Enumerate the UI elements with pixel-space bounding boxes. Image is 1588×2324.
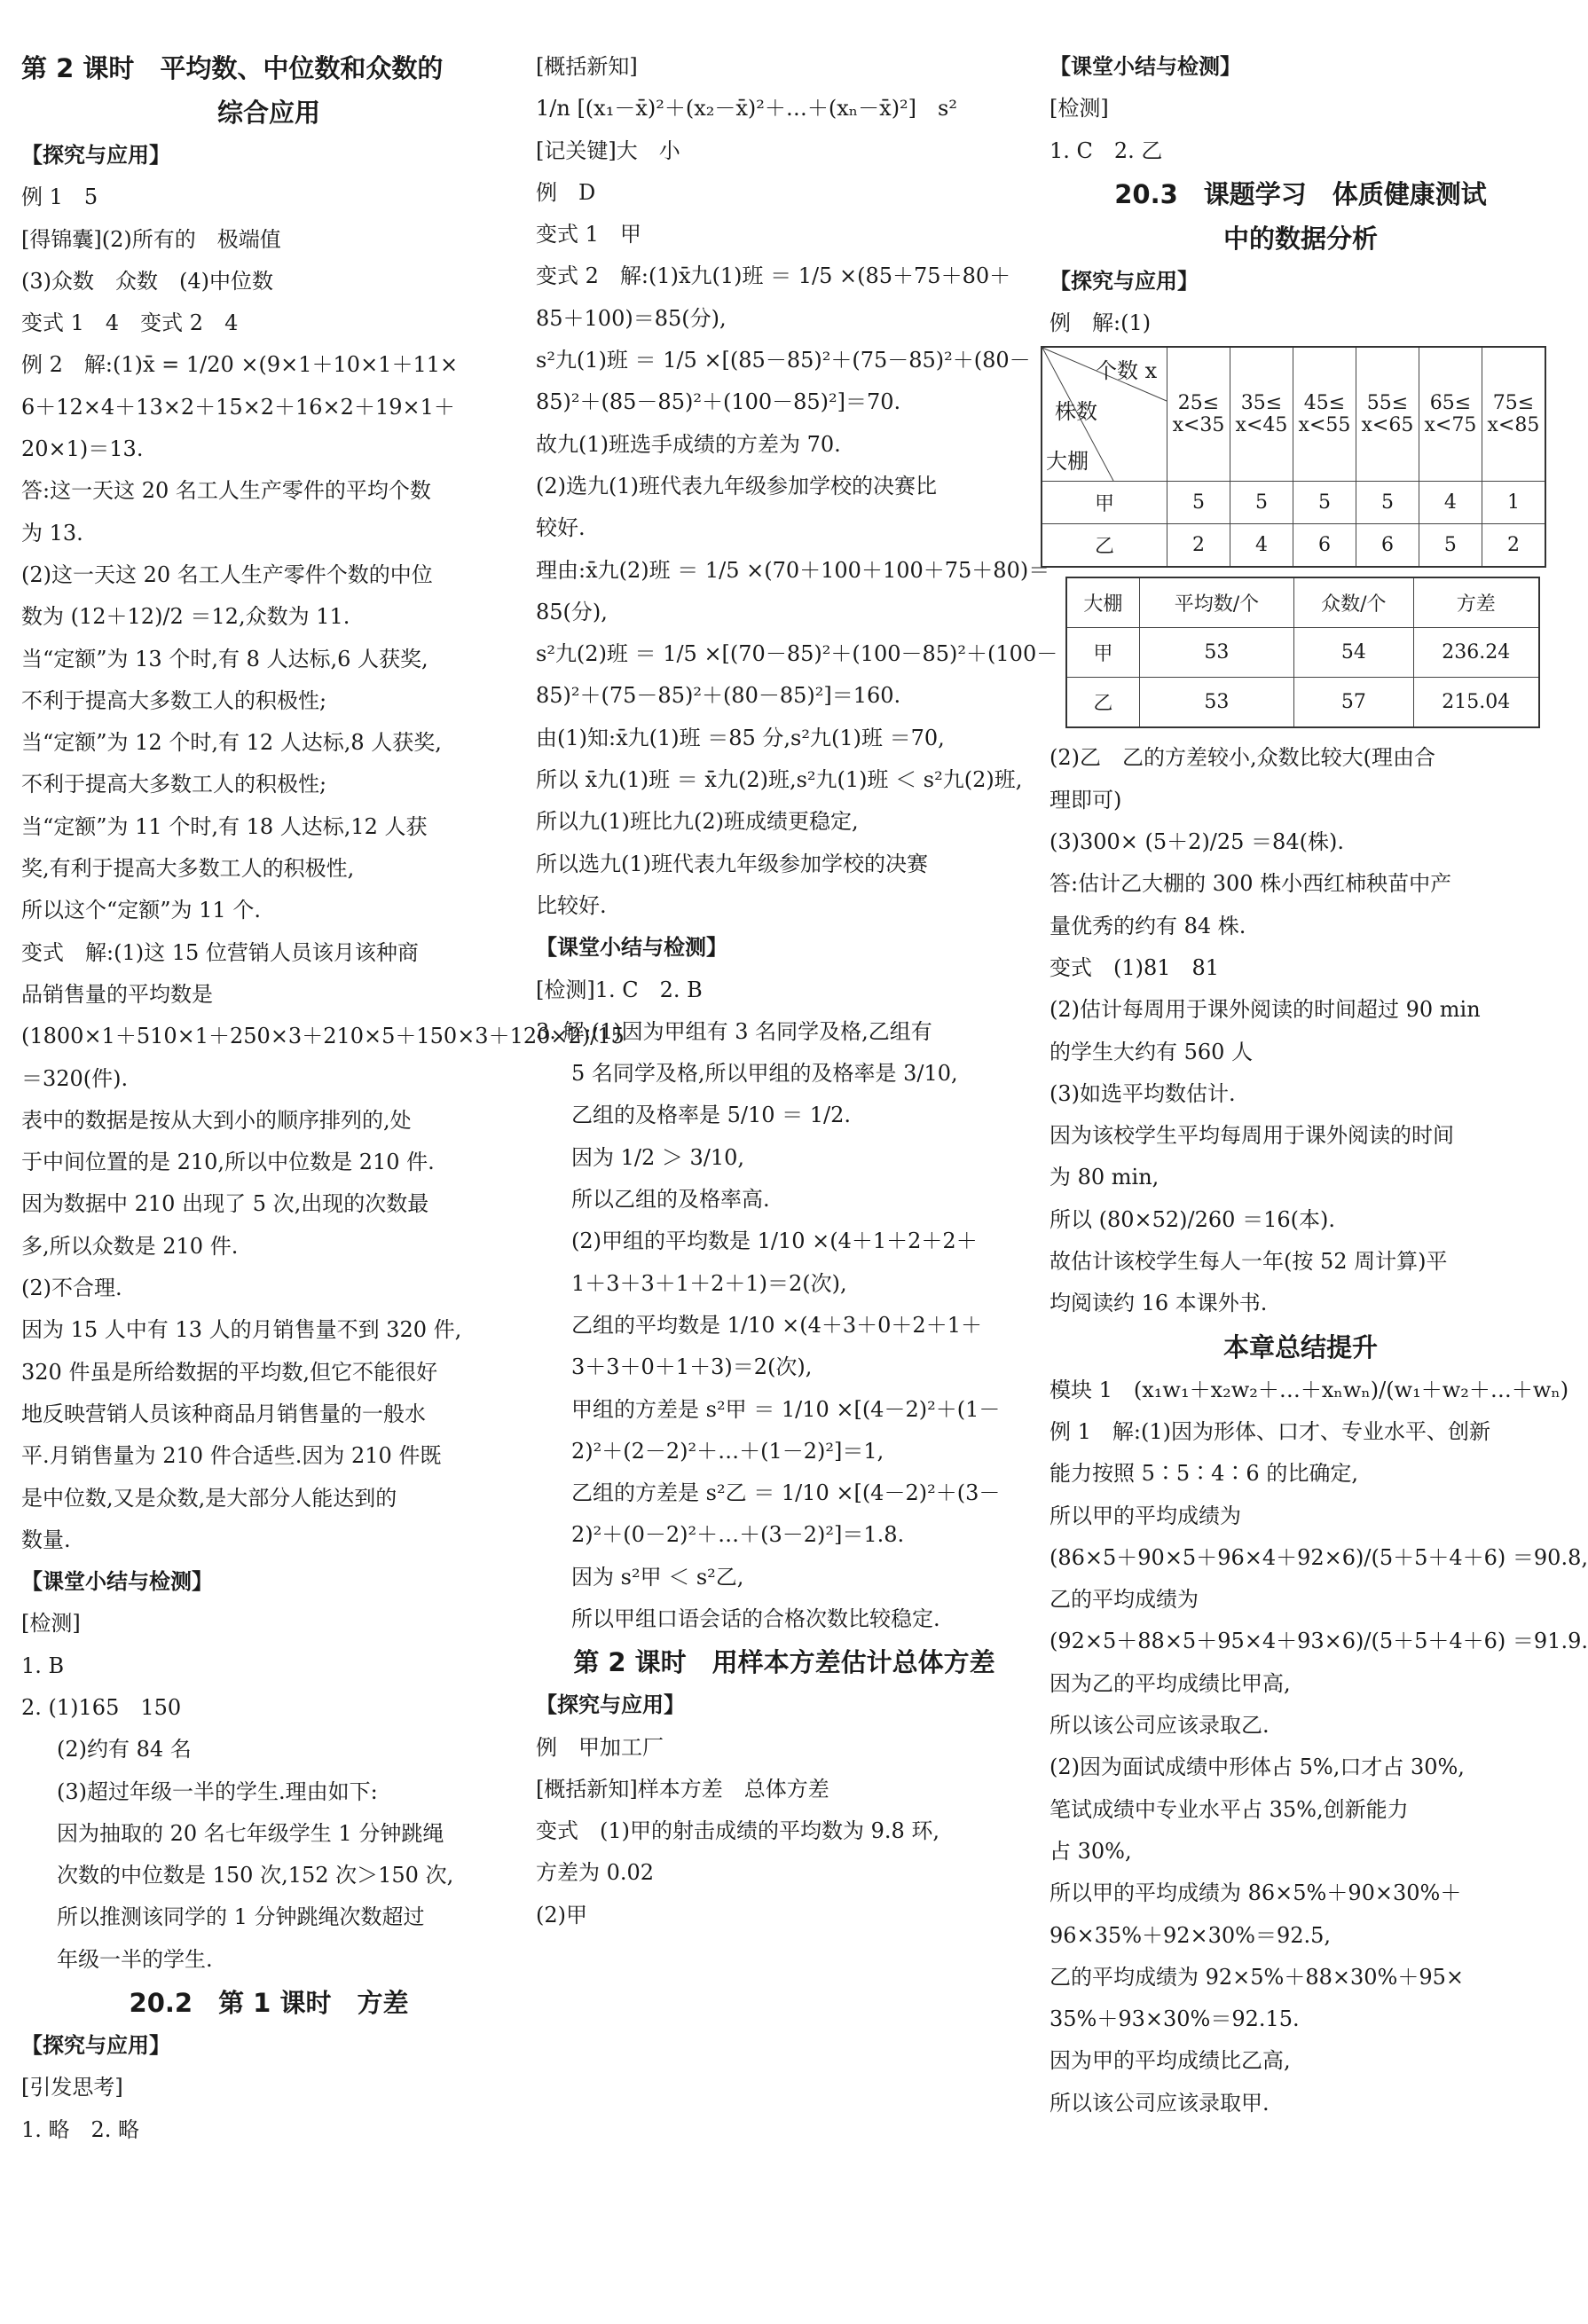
column-header: 方差 <box>1413 577 1539 628</box>
text-line: 因为 s²甲 ＜ s²乙, <box>571 1564 744 1590</box>
range-lower: 45≤ <box>1303 392 1346 415</box>
table-cell: 5 <box>1293 482 1356 524</box>
text-line: (2)这一天这 20 名工人生产零件个数的中位 <box>21 561 433 587</box>
text-line: 3. 解:(1)因为甲组有 3 名同学及格,乙组有 <box>536 1018 932 1044</box>
range-lower: 25≤ <box>1177 392 1220 415</box>
range-header <box>1419 347 1482 482</box>
text-line: 例 甲加工厂 <box>536 1734 664 1760</box>
text-line: 乙组的及格率是 5/10 ＝ 1/2. <box>571 1103 852 1128</box>
text-line: 变式 (1)81 81 <box>1049 954 1220 980</box>
text-line: (2)不合理. <box>21 1276 122 1301</box>
text-line: 模块 1 (x₁w₁＋x₂w₂＋…＋xₙwₙ)/(w₁＋w₂＋…＋wₙ) <box>1049 1377 1569 1402</box>
text-line: 1. 略 2. 略 <box>21 2116 140 2142</box>
text-line: 6＋12×4＋13×2＋15×2＋16×2＋19×1＋ <box>21 394 455 420</box>
text-line: (2)因为面试成绩中形体占 5%,口才占 30%, <box>1049 1755 1465 1780</box>
range-header <box>1230 347 1293 482</box>
text-line: 因为甲的平均成绩比乙高, <box>1049 2048 1291 2074</box>
text-line: 5 名同学及格,所以甲组的及格率是 3/10, <box>571 1061 958 1087</box>
text-line: 85(分), <box>536 599 608 624</box>
table-cell: 1 <box>1482 482 1545 524</box>
table-cell: 2 <box>1167 524 1230 568</box>
text-line: 不利于提高大多数工人的积极性; <box>21 687 327 713</box>
table-row <box>1042 482 1545 524</box>
text-line: 当“定额”为 11 个时,有 18 人达标,12 人获 <box>21 813 428 839</box>
table-row <box>1042 524 1545 568</box>
text-line: 2)²＋(2－2)²＋…＋(1－2)²]＝1, <box>571 1438 884 1464</box>
corner-label-bottom: 大棚 <box>1046 449 1089 475</box>
text-line: (1800×1＋510×1＋250×3＋210×5＋150×3＋120×2)/15 <box>21 1024 625 1049</box>
table-cell: 2 <box>1482 524 1545 568</box>
text-line: 所以 (80×52)/260 ＝16(本). <box>1049 1206 1335 1232</box>
text-line: 所以该公司应该录取甲. <box>1049 2090 1270 2116</box>
text-line: 所以乙组的及格率高. <box>571 1187 770 1213</box>
text-line: s²九(1)班 ＝ 1/5 ×[(85－85)²＋(75－85)²＋(80－ <box>536 348 1031 373</box>
text-line: 因为该校学生平均每周用于课外阅读的时间 <box>1049 1123 1454 1149</box>
text-line: 甲组的方差是 s²甲 ＝ 1/10 ×[(4－2)²＋(1－ <box>571 1396 1001 1422</box>
table-cell: 4 <box>1419 482 1482 524</box>
column-header: 平均数/个 <box>1139 577 1293 628</box>
table-cell: 6 <box>1293 524 1356 568</box>
text-line: 占 30%, <box>1049 1838 1132 1864</box>
text-line: 96×35%＋92×30%＝92.5, <box>1049 1922 1332 1948</box>
range-lower: 75≤ <box>1492 392 1535 415</box>
text-line: [概括新知] <box>536 54 638 79</box>
table-cell: 乙 <box>1066 678 1139 728</box>
text-line: ＝320(件). <box>21 1065 129 1091</box>
table-cell: 6 <box>1356 524 1419 568</box>
table-cell: 5 <box>1230 482 1293 524</box>
text-line: 乙组的方差是 s²乙 ＝ 1/10 ×[(4－2)²＋(3－ <box>571 1480 1001 1506</box>
text-line: (2)甲 <box>536 1902 587 1928</box>
range-lower: 55≤ <box>1366 392 1409 415</box>
text-line: 不利于提高大多数工人的积极性; <box>21 772 327 797</box>
text-line: 较好. <box>536 515 586 541</box>
text-line: 所以甲的平均成绩为 86×5%＋90×30%＋ <box>1049 1880 1462 1906</box>
text-line: 1/n [(x₁－x̄)²＋(x₂－x̄)²＋…＋(xₙ－x̄)²] s² <box>536 96 957 122</box>
column-header: 众数/个 <box>1294 577 1414 628</box>
text-line: 平.月销售量为 210 件合适些.因为 210 件既 <box>21 1443 442 1469</box>
statistics-table <box>1065 577 1540 728</box>
right-column-bottom <box>1049 737 1588 2124</box>
table-cell: 215.04 <box>1413 678 1539 728</box>
text-line: 因为抽取的 20 名七年级学生 1 分钟跳绳 <box>57 1820 444 1846</box>
table-cell: 53 <box>1139 678 1293 728</box>
text-line: 乙的平均成绩为 92×5%＋88×30%＋95× <box>1049 1964 1464 1990</box>
text-line: (3)超过年级一半的学生.理由如下: <box>57 1778 378 1804</box>
text-line: 例 2 解:(1)x̄ = 1/20 ×(9×1＋10×1＋11× <box>21 352 459 378</box>
text-line: 能力按照 5∶5∶4∶6 的比确定, <box>1049 1461 1358 1487</box>
text-line: 数为 (12＋12)/2 ＝12,众数为 11. <box>21 604 350 630</box>
text-line: 故估计该校学生每人一年(按 52 周计算)平 <box>1049 1249 1448 1275</box>
text-line: (2)约有 84 名 <box>57 1737 192 1763</box>
text-line: 320 件虽是所给数据的平均数,但它不能很好 <box>21 1359 438 1385</box>
range-upper: x<55 <box>1298 414 1351 437</box>
table-cell: 4 <box>1230 524 1293 568</box>
text-line: 奖,有利于提高大多数工人的积极性, <box>21 856 355 882</box>
text-line: 变式 (1)甲的射击成绩的平均数为 9.8 环, <box>536 1818 940 1844</box>
text-line: 次数的中位数是 150 次,152 次＞150 次, <box>57 1863 454 1888</box>
range-header <box>1167 347 1230 482</box>
text-line: 于中间位置的是 210,所以中位数是 210 件. <box>21 1150 435 1175</box>
table-cell: 5 <box>1356 482 1419 524</box>
text-line: 85＋100)＝85(分), <box>536 305 727 331</box>
text-line: 笔试成绩中专业水平占 35%,创新能力 <box>1049 1796 1409 1822</box>
range-lower: 35≤ <box>1240 392 1283 415</box>
table-cell: 5 <box>1419 524 1482 568</box>
text-line: 答:这一天这 20 名工人生产零件的平均个数 <box>21 478 431 504</box>
text-line: (2)估计每周用于课外阅读的时间超过 90 min <box>1049 997 1481 1023</box>
text-line: (2)甲组的平均数是 1/10 ×(4＋1＋2＋2＋ <box>571 1229 978 1254</box>
text-line: 量优秀的约有 84 株. <box>1049 913 1246 938</box>
text-line: 变式 解:(1)这 15 位营销人员该月该种商 <box>21 939 419 965</box>
text-line: 理由:x̄九(2)班 ＝ 1/5 ×(70＋100＋100＋75＋80)＝ <box>536 557 1050 583</box>
text-line: 当“定额”为 12 个时,有 12 人达标,8 人获奖, <box>21 730 442 756</box>
range-upper: x<45 <box>1235 414 1288 437</box>
text-line: 因为乙的平均成绩比甲高, <box>1049 1670 1291 1696</box>
text-line: 3＋3＋0＋1＋3)＝2(次), <box>571 1354 813 1380</box>
text-line: [记关键]大 小 <box>536 137 680 163</box>
distribution-table <box>1041 346 1546 568</box>
text-line: 例 解:(1) <box>1049 310 1152 336</box>
text-line: 变式 1 甲 <box>536 222 641 247</box>
section-heading: 20.3 课题学习 体质健康测试 <box>1114 178 1487 209</box>
section-heading: 第 2 课时 平均数、中位数和众数的 <box>21 53 444 83</box>
section-heading: 20.2 第 1 课时 方差 <box>129 1988 409 2019</box>
text-line: 为 80 min, <box>1049 1165 1160 1190</box>
text-line: 品销售量的平均数是 <box>21 981 213 1007</box>
text-line: 变式 2 解:(1)x̄九(1)班 ＝ 1/5 ×(85＋75＋80＋ <box>536 263 1011 289</box>
corner-label-mid: 株数 <box>1055 399 1097 425</box>
text-line: 理即可) <box>1049 787 1122 813</box>
text-line: [得锦囊](2)所有的 极端值 <box>21 226 281 252</box>
table-cell: 54 <box>1294 628 1414 678</box>
table-cell: 57 <box>1294 678 1414 728</box>
section-label: 【课堂小结与检测】 <box>536 935 727 961</box>
section-heading: 第 2 课时 用样本方差估计总体方差 <box>573 1647 995 1678</box>
range-header <box>1356 347 1419 482</box>
text-line: 乙的平均成绩为 <box>1049 1587 1199 1613</box>
text-line: 地反映营销人员该种商品月销售量的一般水 <box>21 1401 426 1426</box>
text-line: 的学生大约有 560 人 <box>1049 1039 1254 1064</box>
text-line: 故九(1)班选手成绩的方差为 70. <box>536 431 841 457</box>
text-line: 20×1)＝13. <box>21 436 144 462</box>
column-header: 大棚 <box>1066 577 1139 628</box>
row-label: 乙 <box>1042 524 1167 568</box>
text-line: 例 1 5 <box>21 185 98 210</box>
text-line: (3)300× (5＋2)/25 ＝84(株). <box>1049 829 1344 855</box>
text-line: 所以甲组口语会话的合格次数比较稳定. <box>571 1606 940 1631</box>
section-label: 【课堂小结与检测】 <box>1049 54 1241 79</box>
text-line: 85)²＋(75－85)²＋(80－85)²]＝160. <box>536 683 901 709</box>
section-label: 【探究与应用】 <box>21 2033 170 2059</box>
text-line: 年级一半的学生. <box>57 1946 213 1972</box>
table-corner-header <box>1042 347 1167 482</box>
table-row <box>1066 678 1539 728</box>
range-upper: x<35 <box>1172 414 1225 437</box>
text-line: (86×5＋90×5＋96×4＋92×6)/(5＋5＋4＋6) ＝90.8, <box>1049 1544 1588 1570</box>
text-line: 均阅读约 16 本课外书. <box>1049 1291 1268 1316</box>
text-line: 因为 1/2 ＞ 3/10, <box>571 1144 745 1170</box>
right-column-top <box>1049 46 1552 344</box>
text-line: 2. (1)165 150 <box>21 1694 182 1720</box>
text-line: 85)²＋(85－85)²＋(100－85)²]＝70. <box>536 389 901 415</box>
text-line: s²九(2)班 ＝ 1/5 ×[(70－85)²＋(100－85)²＋(100－ <box>536 641 1058 667</box>
table-row <box>1066 628 1539 678</box>
corner-label-top: 个数 x <box>1096 358 1158 384</box>
text-line: 例 1 解:(1)因为形体、口才、专业水平、创新 <box>1049 1418 1490 1444</box>
text-line: 2)²＋(0－2)²＋…＋(3－2)²]＝1.8. <box>571 1522 905 1548</box>
text-line: 所以推测该同学的 1 分钟跳绳次数超过 <box>57 1904 425 1930</box>
range-header <box>1482 347 1545 482</box>
text-line: 所以这个“定额”为 11 个. <box>21 898 261 923</box>
section-heading: 中的数据分析 <box>1222 223 1378 254</box>
text-line: 乙组的平均数是 1/10 ×(4＋3＋0＋2＋1＋ <box>571 1312 982 1338</box>
text-line: 由(1)知:x̄九(1)班 ＝85 分,s²九(1)班 ＝70, <box>536 725 945 750</box>
text-line: [检测]1. C 2. B <box>536 977 703 1002</box>
text-line: 变式 1 4 变式 2 4 <box>21 310 239 336</box>
text-line: [引发思考] <box>21 2075 123 2100</box>
section-label: 【探究与应用】 <box>21 143 170 168</box>
section-label: 【课堂小结与检测】 <box>21 1569 213 1595</box>
section-label: 【探究与应用】 <box>536 1692 685 1718</box>
text-line: 因为 15 人中有 13 人的月销售量不到 320 件, <box>21 1317 462 1343</box>
text-line: [概括新知]样本方差 总体方差 <box>536 1776 829 1802</box>
section-heading: 本章总结提升 <box>1222 1331 1378 1362</box>
text-line: 是中位数,又是众数,是大部分人能达到的 <box>21 1485 397 1511</box>
table-cell: 53 <box>1139 628 1293 678</box>
table-cell: 甲 <box>1066 628 1139 678</box>
text-line: 1. B <box>21 1653 65 1678</box>
section-heading: 综合应用 <box>216 98 320 128</box>
text-line: 数量. <box>21 1527 71 1552</box>
range-upper: x<85 <box>1487 414 1540 437</box>
text-line: 表中的数据是按从大到小的顺序排列的,处 <box>21 1107 412 1133</box>
text-line: (2)选九(1)班代表九年级参加学校的决赛比 <box>536 473 937 499</box>
text-line: 比较好. <box>536 892 607 918</box>
range-upper: x<75 <box>1424 414 1477 437</box>
text-line: 因为数据中 210 出现了 5 次,出现的次数最 <box>21 1191 429 1217</box>
table-cell: 236.24 <box>1413 628 1539 678</box>
text-line: (92×5＋88×5＋95×4＋93×6)/(5＋5＋4＋6) ＝91.9. <box>1049 1629 1588 1654</box>
text-line: 35%＋93×30%＝92.15. <box>1049 2006 1300 2032</box>
text-line: 1. C 2. 乙 <box>1049 137 1163 163</box>
text-line: (2)乙 乙的方差较小,众数比较大(理由合 <box>1049 745 1435 771</box>
text-line: 1＋3＋3＋1＋2＋1)＝2(次), <box>571 1270 847 1296</box>
text-line: 所以选九(1)班代表九年级参加学校的决赛 <box>536 851 928 876</box>
range-header <box>1293 347 1356 482</box>
text-line: [检测] <box>21 1611 81 1637</box>
range-lower: 65≤ <box>1429 392 1472 415</box>
row-label: 甲 <box>1042 482 1167 524</box>
text-line: [检测] <box>1049 96 1109 122</box>
text-line: 所以该公司应该录取乙. <box>1049 1713 1270 1739</box>
text-line: 所以九(1)班比九(2)班成绩更稳定, <box>536 809 859 835</box>
text-line: 当“定额”为 13 个时,有 8 人达标,6 人获奖, <box>21 646 428 671</box>
range-upper: x<65 <box>1361 414 1414 437</box>
text-line: 答:估计乙大棚的 300 株小西红柿秧苗中产 <box>1049 871 1452 897</box>
text-line: 为 13. <box>21 520 83 546</box>
text-line: 所以 x̄九(1)班 ＝ x̄九(2)班,s²九(1)班 ＜ s²九(2)班, <box>536 767 1023 793</box>
text-line: (3)如选平均数估计. <box>1049 1080 1236 1106</box>
column-right <box>1046 46 1588 2124</box>
table-cell: 5 <box>1167 482 1230 524</box>
text-line: (3)众数 众数 (4)中位数 <box>21 268 273 294</box>
text-line: 方差为 0.02 <box>536 1860 655 1886</box>
section-label: 【探究与应用】 <box>1049 268 1199 294</box>
column-middle <box>536 46 1058 1936</box>
text-line: 例 D <box>536 179 596 205</box>
text-line: 所以甲的平均成绩为 <box>1049 1503 1241 1528</box>
text-line: 多,所以众数是 210 件. <box>21 1233 239 1259</box>
